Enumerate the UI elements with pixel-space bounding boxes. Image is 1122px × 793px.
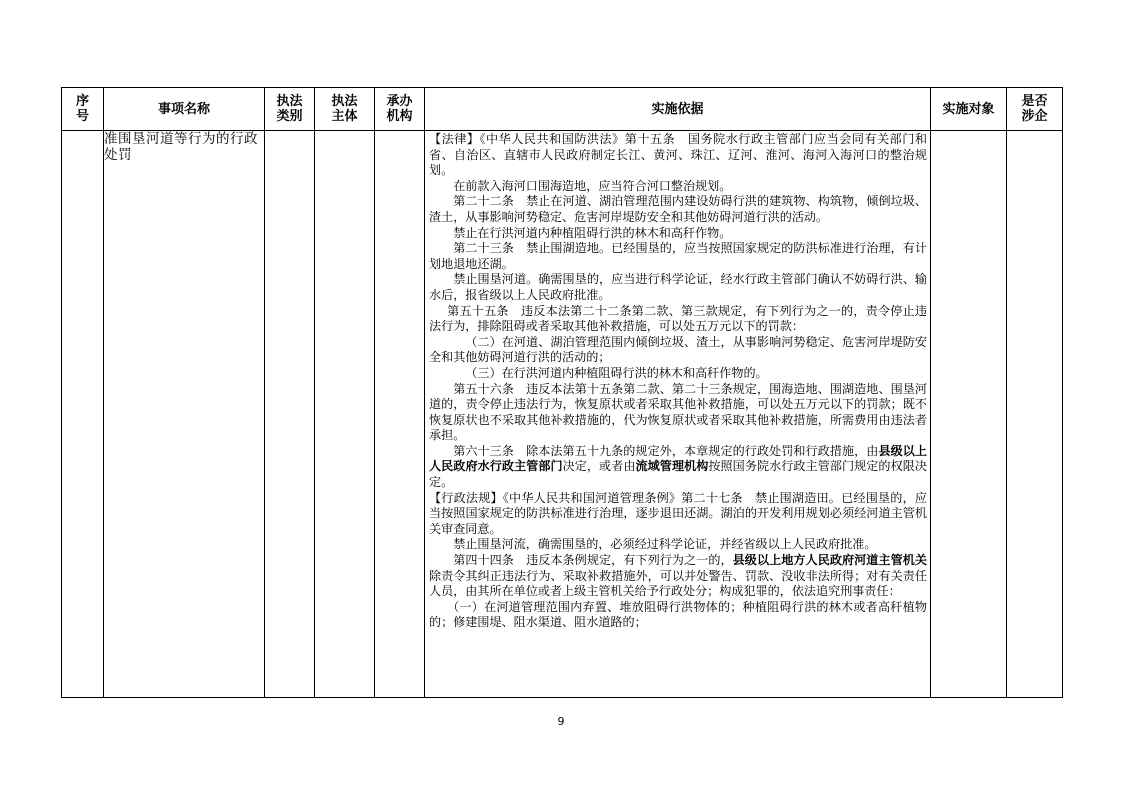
header-target: 实施对象: [931, 88, 1007, 131]
basis-paragraph: （一）在河道管理范围内弃置、堆放阻碍行洪物体的；种植阻碍行洪的林木或者高秆植物的；修建围堤、阻水渠道、阻水道路的；: [429, 599, 927, 630]
basis-paragraph: 禁止围垦河流，确需围垦的，必须经过科学论证，并经省级以上人民政府批准。: [453, 537, 877, 552]
basis-bold-run: 流域管理机构: [635, 459, 709, 474]
basis-paragraph: 【行政法规】《中华人民共和国河道管理条例》第二十七条 禁止围湖造田。已经围垦的，应当按照国家规定的防洪标准进行治理，逐步退田还湖。湖泊的开发利用规划必须经河道主管机关审查同意。: [429, 490, 927, 536]
header-agency: 承办机构: [375, 88, 425, 131]
basis-bold-run: 县级以上人民政府水行政主管部门: [429, 443, 927, 474]
basis-paragraph: 【法律】《中华人民共和国防洪法》第十五条 国务院水行政主管部门应当会同有关部门和省、自治区、直辖市人民政府制定长江、黄河、珠江、辽河、淮河、海河入海河口的整治规划。: [429, 132, 927, 178]
basis-paragraph: （二）在河道、湖泊管理范围内倾倒垃圾、渣土，从事影响河势稳定、危害河岸堤防安全和其他妨碍河道行洪的活动的；: [429, 334, 927, 365]
basis-paragraph: 第五十五条 违反本法第二十二条第二款、第三款规定，有下列行为之一的，责令停止违法行为，排除阻碍或者采取其他补救措施，可以处五万元以下的罚款：: [429, 303, 927, 334]
basis-text-run: 除责令其纠正违法行为、采取补救措施外，可以并处警告、罚款、没收非法所得；对有关责任人员，由其所在单位或者上级主管机关给予行政处分；构成犯罪的，依法追究刑事责任：: [429, 568, 927, 599]
page-number: 9: [557, 715, 565, 728]
cell-enterprise: [1007, 131, 1063, 698]
basis-text-run: 第六十三条 除本法第五十九条的规定外，本章规定的行政处罚和行政措施，由: [453, 443, 879, 458]
basis-paragraph: [429, 444, 927, 491]
header-seq: 序号: [62, 88, 104, 131]
basis-text: [425, 131, 930, 695]
basis-paragraph: 第五十六条 违反本法第十五条第二款、第二十三条规定，围海造地、围湖造地、围垦河道的，责令停止违法行为，恢复原状或者采取其他补救措施，可以处五万元以下的罚款；既不恢复原状也不采取其他补救措施的，代为恢复原状或者采取其他补救措施，所需费用由违法者承担。: [429, 381, 927, 443]
header-enterprise: 是否涉企: [1007, 88, 1063, 131]
basis-paragraph: 禁止围垦河道。确需围垦的，应当进行科学论证，经水行政主管部门确认不妨碍行洪、输水后，报省级以上人民政府批准。: [429, 272, 927, 302]
cell-category: [265, 131, 315, 698]
basis-paragraph: 第二十三条 禁止围湖造地。已经围垦的，应当按照国家规定的防洪标准进行治理，有计划地退地还湖。: [429, 241, 927, 271]
table-row: [62, 131, 1063, 698]
basis-text-run: 按照国务院水行政主管部门规定的权限决定。: [429, 459, 927, 490]
cell-agency: [375, 131, 425, 698]
basis-paragraph: （三）在行洪河道内种植阻碍行洪的林木和高秆作物的。: [465, 365, 768, 380]
header-category: 执法类别: [265, 88, 315, 131]
enforcement-table: [61, 87, 1063, 698]
header-row: [62, 88, 1063, 131]
cell-seq: [62, 131, 104, 698]
basis-text-run: 第四十四条 违反本条例规定，有下列行为之一的，: [453, 553, 733, 568]
cell-subject: [315, 131, 375, 698]
header-basis: 实施依据: [425, 88, 931, 131]
cell-target: [931, 131, 1007, 698]
basis-paragraph: 第二十二条 禁止在河道、湖泊管理范围内建设妨碍行洪的建筑物、构筑物，倾倒垃圾、渣土，从事影响河势稳定、危害河岸堤防安全和其他妨碍河道行洪的活动。: [429, 194, 927, 224]
header-item-name: 事项名称: [104, 88, 265, 131]
basis-paragraph: 在前款入海河口围海造地，应当符合河口整治规划。: [453, 178, 732, 193]
header-subject: 执法主体: [315, 88, 375, 131]
basis-bold-run: 县级以上地方人民政府河道主管机关: [732, 553, 927, 568]
basis-paragraph: 禁止在行洪河道内种植阻碍行洪的林木和高秆作物。: [453, 225, 732, 240]
basis-paragraph: [429, 553, 927, 600]
basis-text-run: 决定，或者由: [562, 459, 636, 474]
cell-item-name: 准围垦河道等行为的行政处罚: [104, 131, 265, 698]
cell-basis: [425, 131, 931, 698]
